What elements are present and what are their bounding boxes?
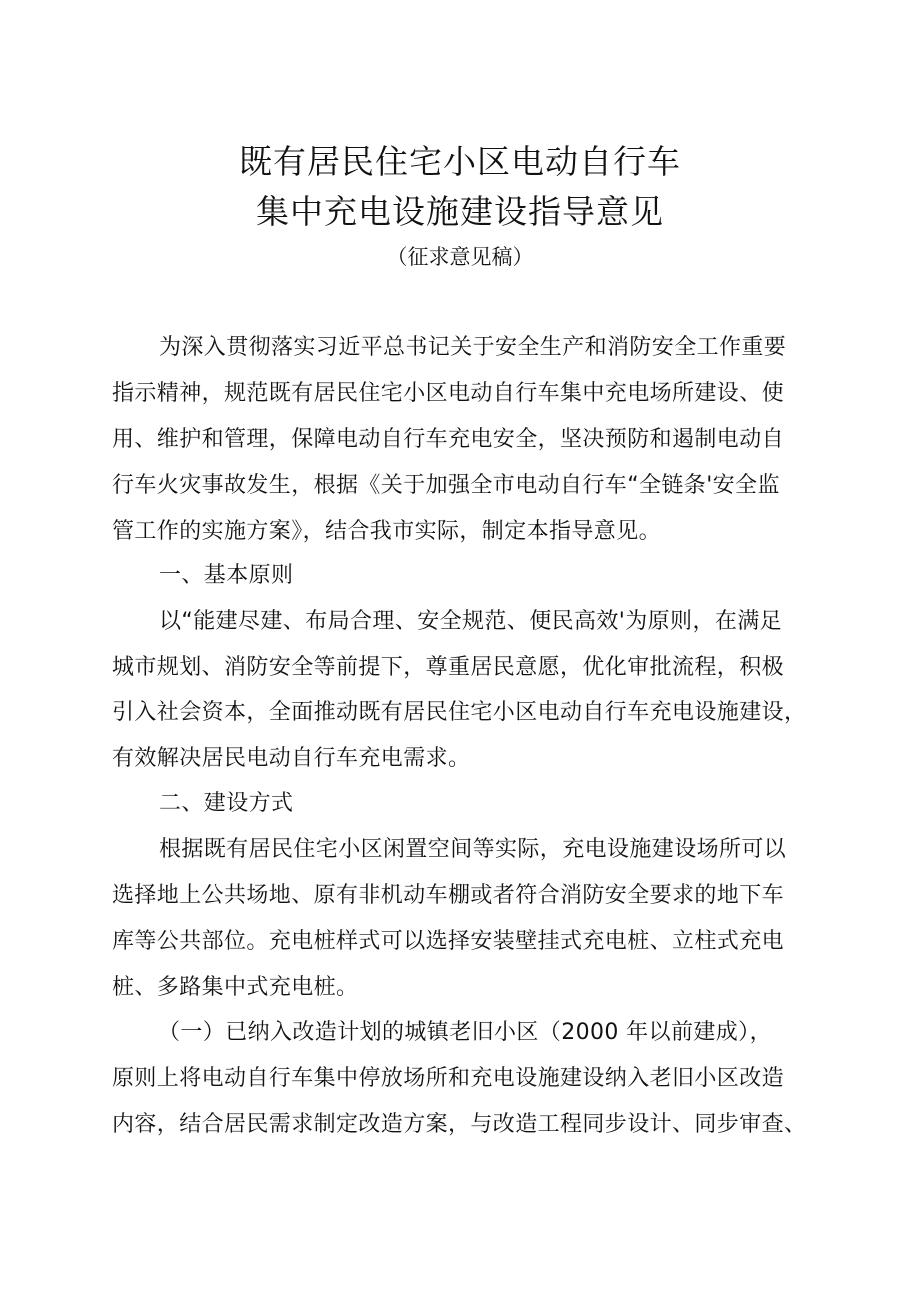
paragraph-principles-line-3: 引入社会资本，全面推动既有居民住宅小区电动自行车充电设施建设， xyxy=(112,700,807,725)
paragraph-item-1-line-1: （一）已纳入改造计划的城镇老旧小区（2000 年以前建成）， xyxy=(158,1020,772,1045)
paragraph-intro-line-3: 用、维护和管理，保障电动自行车充电安全，坚决预防和遏制电动自 xyxy=(112,427,785,452)
paragraph-principles-line-4: 有效解决居民电动自行车充电需求。 xyxy=(112,746,471,771)
paragraph-item-1-line-2: 原则上将电动自行车集中停放场所和充电设施建设纳入老旧小区改造 xyxy=(112,1066,785,1091)
paragraph-intro-line-2: 指示精神，规范既有居民住宅小区电动自行车集中充电场所建设、使 xyxy=(112,381,785,406)
document-title-line-1: 既有居民住宅小区电动自行车 xyxy=(239,142,681,181)
paragraph-methods-line-4: 桩、多路集中式充电桩。 xyxy=(112,975,359,1000)
paragraph-intro-line-4: 行车火灾事故发生，根据《关于加强全市电动自行车“全链条'安全监 xyxy=(112,473,780,498)
paragraph-principles-line-1: 以“能建尽建、布局合理、安全规范、便民高效'为原则，在满足 xyxy=(159,609,783,634)
paragraph-intro-line-1: 为深入贯彻落实习近平总书记关于安全生产和消防安全工作重要 xyxy=(159,335,787,360)
paragraph-intro-line-5: 管工作的实施方案》，结合我市实际，制定本指导意见。 xyxy=(112,519,662,544)
paragraph-methods-line-3: 库等公共部位。充电桩样式可以选择安装壁挂式充电桩、立柱式充电 xyxy=(112,929,785,954)
document-subtitle: （征求意见稿） xyxy=(386,245,534,269)
document-title-line-2: 集中充电设施建设指导意见 xyxy=(256,192,664,231)
paragraph-principles-line-2: 城市规划、消防安全等前提下，尊重居民意愿，优化审批流程，积极 xyxy=(112,655,785,680)
paragraph-methods-line-2: 选择地上公共场地、原有非机动车棚或者符合消防安全要求的地下车 xyxy=(112,883,785,908)
section-heading-2: 二、建设方式 xyxy=(159,791,294,816)
paragraph-item-1-line-3: 内容，结合居民需求制定改造方案，与改造工程同步设计、同步审查、 xyxy=(112,1112,807,1137)
section-heading-1: 一、基本原则 xyxy=(159,563,294,588)
paragraph-methods-line-1: 根据既有居民住宅小区闲置空间等实际，充电设施建设场所可以 xyxy=(159,837,787,862)
